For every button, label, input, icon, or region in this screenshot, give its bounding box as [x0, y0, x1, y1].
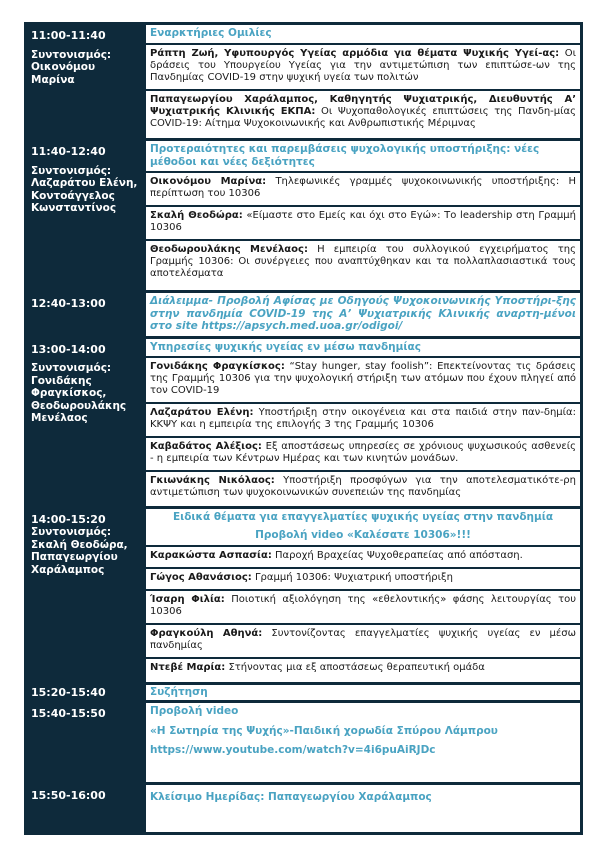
talk-title: Παροχή Βραχείας Ψυχοθεραπείας από απόσταση. [275, 549, 523, 561]
talk-title: Οι δράσεις του Υπουργείου Υγείας για την αντιμετώπιση των επιπτώσε-ων της Πανδημίας COVID-19 στην ψυχική υγεία των πολιτών [150, 47, 576, 83]
time-cell [26, 24, 145, 140]
session-title: Συζήτηση [150, 685, 208, 698]
session-cell [145, 507, 582, 683]
speaker-name: Ράπτη Ζωή, Υφυπουργός Υγείας αρμόδια για θέματα Ψυχικής Υγεί-ας: [150, 47, 560, 59]
talk-entry [146, 567, 580, 586]
speaker-name: Ντεβέ Μαρία: [150, 661, 226, 673]
time-cell [26, 337, 145, 507]
talk-entry [146, 171, 580, 202]
talk-title: Γραμμή 10306: Ψυχιατρική υποστήριξη [254, 571, 453, 583]
program-row [26, 140, 582, 292]
talk-entry [146, 402, 580, 433]
session-cell [145, 784, 582, 834]
time-slot: 13:00-14:00 [31, 342, 106, 356]
speaker-name: Φραγκούλη Αθηνά: [150, 627, 263, 639]
time-cell [26, 292, 145, 338]
program-row [26, 507, 582, 683]
talk-title: Υποστήριξη προσφύγων για την αποτελεσματικότε-ρη αντιμετώπιση των ψυχοκοινωνικών συνεπειών της πανδημίας [150, 475, 576, 498]
time-slot: 11:40-12:40 [31, 145, 106, 158]
talk-title: Στήνοντας μια εξ αποστάσεως θεραπευτική ομάδα [228, 661, 485, 673]
talk-title: Ποιοτική αξιολόγηση της «εθελοντικής» φάσης λειτουργίας του 10306 [150, 593, 577, 617]
break-title: Διάλειμμα- Προβολή Αφίσας με Οδηγούς Ψυχοκοινωνικής Υποστήρι-ξης στην πανδημία COVID-19 της Α’ Ψυχιατρικής Κλινικής αναρτη-μένοι στο site https://apsych.med.uoa.gr/odigoi/ [150, 295, 576, 332]
talk-entry [146, 89, 580, 132]
speaker-name: Παπαγεωργίου Χαράλαμπος, Καθηγητής Ψυχιατρικής, Διευθυντής Α’ Ψυχιατρικής Κλινικής ΕΚΠΑ: [150, 93, 576, 117]
session-title: Υπηρεσίες ψυχικής υγείας εν μέσω πανδημίας [150, 340, 421, 353]
time-cell [26, 683, 145, 702]
talk-entry [146, 470, 580, 501]
session-cell [145, 337, 582, 507]
session-title: Προβολή video [150, 705, 239, 717]
session-cell [145, 24, 582, 140]
time-slot: 15:40-15:50 [31, 707, 106, 720]
speaker-name: Ίσαρη Φιλία: [150, 593, 225, 605]
speaker-name: Λαζαράτου Ελένη: [150, 407, 254, 418]
program-row [26, 292, 582, 338]
talk-entry [146, 657, 580, 676]
speaker-name: Οικονόμου Μαρίνα: [150, 176, 267, 187]
video-subtitle: Προβολή video «Καλέσατε 10306»!!! [255, 529, 471, 541]
speaker-name: Γκιωνάκης Νικόλαος: [150, 475, 275, 486]
time-slot: 14:00-15:20 [31, 512, 106, 526]
program-row [26, 683, 582, 702]
time-cell [26, 140, 145, 292]
talk-title: Συντονίζοντας επαγγελματίες ψυχικής υγείας εν μέσω πανδημίας [150, 627, 577, 651]
speaker-name: Γώγος Αθανάσιος: [150, 571, 252, 583]
program-row [26, 337, 582, 507]
talk-entry [146, 356, 580, 399]
talk-title: Εξ αποστάσεως υπηρεσίες σε χρόνιους ψυχωσικούς ασθενείς - η εμπειρία των Κέντρων Ημέρας και των κινητών μονάδων. [150, 441, 576, 464]
video-link[interactable]: https://www.youtube.com/watch?v=4i6puAiRJDc [150, 744, 436, 756]
speaker-name: Θεοδωρουλάκης Μενέλαος: [150, 244, 308, 255]
speaker-name: Σκαλή Θεοδώρα: [150, 210, 243, 221]
session-title: Εναρκτήριες Ομιλίες [150, 27, 272, 39]
video-title: «Η Σωτηρία της Ψυχής»-Παιδική χορωδία Σπύρου Λάμπρου [150, 724, 498, 737]
time-cell [26, 507, 145, 683]
program-row [26, 24, 582, 140]
coordinators: Συντονισμός: Σκαλή Θεοδώρα, Παπαγεωργίου Χαράλαμπος [31, 526, 128, 576]
program-table [24, 22, 583, 835]
talk-title: “Stay hunger, stay foolish”: Επεκτείνοντας τις δράσεις της Γραμμής 10306 για την ψυχολογική στήριξη των ατόμων που έχουν πληγεί από τον COVID-19 [150, 361, 576, 396]
speaker-name: Γονιδάκης Φραγκίσκος: [150, 361, 285, 372]
coordinators: Συντονισμός: Γονιδάκης Φραγκίσκος, Θεοδωρουλάκης Μενέλαος [31, 362, 127, 424]
time-slot: 12:40-13:00 [31, 297, 106, 310]
session-cell [145, 683, 582, 702]
talk-title: Τηλεφωνικές γραμμές ψυχοκοινωνικής υποστήριξης: Η περίπτωση του 10306 [150, 176, 576, 199]
speaker-name: Καρακώστα Ασπασία: [150, 549, 272, 561]
program-row [26, 784, 582, 834]
talk-title: Υποστήριξη στην οικογένεια και στα παιδιά στην παν-δημία: ΚΚΨΥ και η εμπειρία της επιλογής 3 της Γραμμής 10306 [150, 407, 576, 430]
session-cell [145, 702, 582, 784]
time-cell [26, 702, 145, 784]
coordinators: Συντονισμός: Λαζαράτου Ελένη, Κοντοάγγελος Κωνσταντίνος [31, 164, 138, 214]
talk-title: «Είμαστε στο Εμείς και όχι στο Εγώ»: Το leadership στη Γραμμή 10306 [150, 210, 576, 233]
session-title: Ειδικά θέματα για επαγγελματίες ψυχικής υγείας στην πανδημία [172, 510, 554, 523]
time-cell [26, 784, 145, 834]
session-cell [145, 292, 582, 338]
time-slot: 15:20-15:40 [31, 685, 106, 699]
coordinators: Συντονισμός: Οικονόμου Μαρίνα [31, 48, 112, 86]
talk-entry [146, 239, 580, 282]
talk-title: Η εμπειρία του συλλογικού εγχειρήματος της Γραμμής 10306: Οι συνέργειες που αναπτύχθηκαν και τα πολλαπλασιαστικά τους αποτελέσματα [150, 244, 576, 279]
session-title: Κλείσιμο Ημερίδας: Παπαγεωργίου Χαράλαμπος [150, 791, 432, 803]
talk-entry [146, 545, 580, 564]
speaker-name: Καβαδάτος Αλέξιος: [150, 441, 262, 452]
talk-title: Οι Ψυχοπαθολογικές επιπτώσεις της Πανδη-μίας COVID-19: Αίτημα Ψυχοκοινωνικής και Ανθρωπιστικής Μέριμνας [150, 105, 576, 129]
talk-entry [146, 43, 580, 86]
talk-entry [146, 623, 580, 654]
program-page [24, 22, 580, 835]
talk-entry [146, 205, 580, 236]
talk-entry [146, 436, 580, 467]
program-row [26, 702, 582, 784]
session-cell [145, 140, 582, 292]
time-slot: 15:50-16:00 [31, 789, 106, 802]
time-slot: 11:00-11:40 [31, 29, 106, 42]
session-title: Προτεραιότητες και παρεμβάσεις ψυχολογικής υποστήριξης: νέες μέθοδοι και νέες δεξιότητες [150, 143, 540, 168]
talk-entry [146, 589, 580, 620]
